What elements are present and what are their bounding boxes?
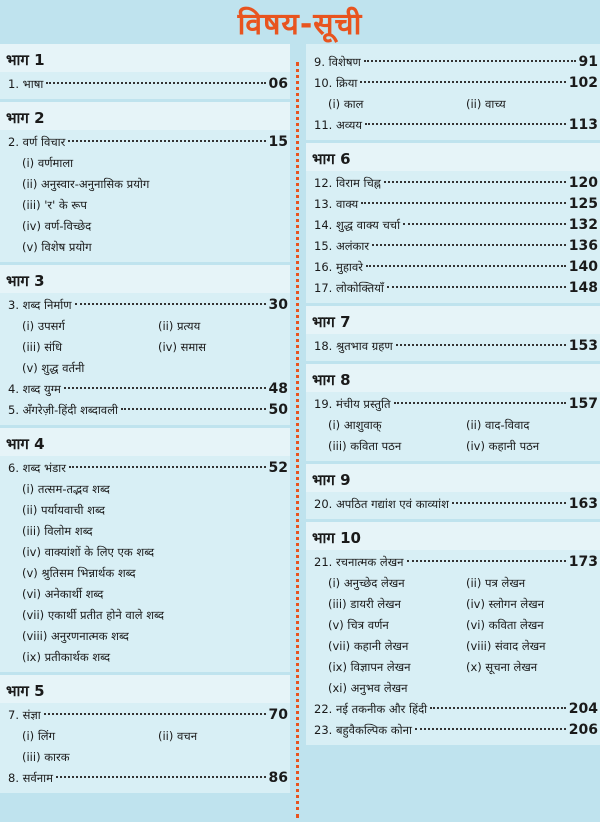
page-number: 148	[568, 280, 598, 296]
dot-leader	[365, 123, 566, 125]
page-number: 136	[568, 238, 598, 254]
dot-leader	[452, 502, 566, 504]
entry-title: 8. सर्वनाम	[8, 771, 54, 785]
subtopic: (iii) 'र' के रूप	[22, 198, 87, 212]
dot-leader	[407, 560, 566, 562]
dot-leader	[44, 713, 266, 715]
page-number: 157	[568, 396, 598, 412]
subtopic: (iii) डायरी लेखन	[328, 597, 401, 611]
toc-section	[306, 364, 600, 464]
page-number: 86	[268, 770, 288, 786]
subtopic: (vii) एकार्थी प्रतीत होने वाले शब्द	[22, 608, 164, 622]
section-heading: भाग 1	[0, 44, 290, 72]
dot-leader	[430, 707, 566, 709]
subtopic: (vii) कहानी लेखन	[328, 639, 409, 653]
dot-leader	[46, 82, 265, 84]
subtopic: (i) लिंग	[22, 729, 56, 743]
section-entries	[306, 171, 600, 303]
section-entries	[0, 703, 290, 793]
subtopic: (viii) संवाद लेखन	[466, 639, 546, 653]
page-number: 132	[568, 217, 598, 233]
subtopic: (iii) विलोम शब्द	[22, 524, 93, 538]
page-number: 173	[568, 554, 598, 570]
toc-section	[306, 464, 600, 522]
dot-leader	[361, 202, 566, 204]
toc-entry[interactable]	[314, 215, 600, 236]
section-entries	[0, 456, 290, 672]
subtopic: (i) उपसर्ग	[22, 319, 65, 333]
section-heading: भाग 10	[306, 522, 600, 550]
dot-leader	[360, 81, 565, 83]
subtopic: (i) अनुच्छेद लेखन	[328, 576, 405, 590]
subtopic-grid	[314, 573, 600, 699]
subtopic: (iv) स्लोगन लेखन	[466, 597, 544, 611]
page-number: 70	[268, 707, 288, 723]
subtopic: (ii) पत्र लेखन	[466, 576, 526, 590]
subtopic: (i) काल	[328, 97, 364, 111]
toc-entry[interactable]	[8, 295, 290, 316]
toc-entry[interactable]	[314, 699, 600, 720]
toc-entry[interactable]	[314, 494, 600, 515]
subtopic-grid	[314, 94, 600, 115]
page-number: 48	[268, 381, 288, 397]
subtopic: (ii) पर्यायवाची शब्द	[22, 503, 105, 517]
entry-title: 5. अँगरेज़ी-हिंदी शब्दावली	[8, 403, 118, 417]
entry-title: 19. मंचीय प्रस्तुति	[314, 397, 391, 411]
subtopic: (v) श्रुतिसम भिन्नार्थक शब्द	[22, 566, 136, 580]
dot-leader	[69, 466, 266, 468]
toc-section	[0, 44, 290, 102]
toc-entry[interactable]	[8, 458, 290, 479]
section-heading: भाग 3	[0, 265, 290, 293]
subtopic: (iii) संधि	[22, 340, 63, 354]
page-number: 113	[568, 117, 598, 133]
subtopic: (x) सूचना लेखन	[466, 660, 538, 674]
toc-entry[interactable]	[8, 74, 290, 95]
page-title: विषय-सूची	[237, 7, 363, 42]
page-number: 120	[568, 175, 598, 191]
toc-entry[interactable]	[314, 52, 600, 73]
entry-title: 12. विराम चिह्न	[314, 176, 381, 190]
subtopic: (viii) अनुरणनात्मक शब्द	[22, 629, 129, 643]
toc-section	[306, 44, 600, 143]
dot-leader	[384, 181, 566, 183]
section-heading: भाग 7	[306, 306, 600, 334]
toc-entry[interactable]	[314, 115, 600, 136]
entry-title: 10. क्रिया	[314, 76, 358, 90]
page-number: 50	[268, 402, 288, 418]
toc-entry[interactable]	[314, 278, 600, 299]
toc-entry[interactable]	[8, 132, 290, 153]
page-number: 102	[568, 75, 598, 91]
subtopic-grid	[314, 415, 600, 457]
page-number: 06	[268, 76, 288, 92]
dot-leader	[403, 223, 566, 225]
toc-section	[306, 306, 600, 364]
entry-title: 16. मुहावरे	[314, 260, 364, 274]
section-entries	[306, 44, 600, 140]
entry-title: 2. वर्ण विचार	[8, 135, 66, 149]
entry-title: 18. श्रुतभाव ग्रहण	[314, 339, 393, 353]
subtopic: (i) तत्सम-तद्भव शब्द	[22, 482, 110, 496]
dot-leader	[56, 776, 265, 778]
dot-leader	[68, 140, 265, 142]
subtopic: (ix) प्रतीकार्थक शब्द	[22, 650, 111, 664]
subtopic: (iv) वर्ण-विच्छेद	[22, 219, 92, 233]
entry-title: 13. वाक्य	[314, 197, 359, 211]
subtopic: (ii) अनुस्वार-अनुनासिक प्रयोग	[22, 177, 150, 191]
entry-title: 4. शब्द युग्म	[8, 382, 61, 396]
page-number: 163	[568, 496, 598, 512]
subtopic: (ii) प्रत्यय	[158, 319, 201, 333]
dot-leader	[396, 344, 566, 346]
entry-title: 11. अव्यय	[314, 118, 363, 132]
subtopic: (vi) अनेकार्थी शब्द	[22, 587, 104, 601]
toc-section	[0, 102, 290, 265]
entry-title: 1. भाषा	[8, 77, 44, 91]
toc-entry[interactable]	[314, 552, 600, 573]
dot-leader	[387, 286, 566, 288]
entry-title: 7. संज्ञा	[8, 708, 41, 722]
entry-title: 21. रचनात्मक लेखन	[314, 555, 404, 569]
dot-leader	[75, 303, 266, 305]
dot-leader	[394, 402, 566, 404]
entry-title: 23. बहुवैकल्पिक कोना	[314, 723, 412, 737]
page-number: 140	[568, 259, 598, 275]
toc-entry[interactable]	[8, 768, 290, 789]
dot-leader	[121, 408, 266, 410]
subtopic: (ii) वाद-विवाद	[466, 418, 530, 432]
entry-title: 22. नई तकनीक और हिंदी	[314, 702, 428, 716]
section-heading: भाग 4	[0, 428, 290, 456]
entry-title: 9. विशेषण	[314, 55, 361, 69]
section-heading: भाग 9	[306, 464, 600, 492]
section-heading: भाग 5	[0, 675, 290, 703]
toc-section	[306, 522, 600, 748]
toc-section	[0, 265, 290, 428]
entry-title: 15. अलंकार	[314, 239, 370, 253]
dot-leader	[364, 60, 576, 62]
dot-leader	[366, 265, 566, 267]
toc-entry[interactable]	[314, 257, 600, 278]
toc-section	[0, 428, 290, 675]
toc-entry[interactable]	[314, 236, 600, 257]
toc-entry[interactable]	[314, 73, 600, 94]
section-heading: भाग 6	[306, 143, 600, 171]
subtopic: (ix) विज्ञापन लेखन	[328, 660, 411, 674]
dot-leader	[372, 244, 566, 246]
subtopic: (vi) कविता लेखन	[466, 618, 544, 632]
entry-title: 20. अपठित गद्यांश एवं काव्यांश	[314, 497, 449, 511]
page-number: 206	[568, 722, 598, 738]
section-heading: भाग 8	[306, 364, 600, 392]
toc-entry[interactable]	[314, 336, 600, 357]
dot-leader	[64, 387, 266, 389]
toc-section	[306, 143, 600, 306]
section-entries	[306, 392, 600, 461]
subtopic: (v) शुद्ध वर्तनी	[22, 361, 85, 375]
toc-entry[interactable]	[8, 400, 290, 421]
subtopic: (iii) कारक	[22, 750, 70, 764]
subtopic: (iii) कविता पठन	[328, 439, 402, 453]
subtopic: (i) वर्णमाला	[22, 156, 74, 170]
entry-title: 14. शुद्ध वाक्य चर्चा	[314, 218, 401, 232]
subtopic: (iv) वाक्यांशों के लिए एक शब्द	[22, 545, 155, 559]
section-entries	[0, 130, 290, 262]
toc-entry[interactable]	[8, 379, 290, 400]
page-number: 30	[268, 297, 288, 313]
section-heading: भाग 2	[0, 102, 290, 130]
page-number: 125	[568, 196, 598, 212]
toc-section	[0, 675, 290, 796]
toc-entry[interactable]	[314, 720, 600, 741]
subtopic: (xi) अनुभव लेखन	[328, 681, 408, 695]
entry-title: 17. लोकोक्तियाँ	[314, 281, 384, 295]
page-number: 153	[568, 338, 598, 354]
dot-leader	[415, 728, 566, 730]
entry-title: 6. शब्द भंडार	[8, 461, 66, 475]
subtopic: (i) आशुवाक्	[328, 418, 382, 432]
section-entries	[0, 72, 290, 99]
page-number: 52	[268, 460, 288, 476]
section-entries	[306, 334, 600, 361]
entry-title: 3. शब्द निर्माण	[8, 298, 72, 312]
subtopic-grid	[8, 316, 290, 379]
subtopic: (iv) कहानी पठन	[466, 439, 540, 453]
subtopic: (ii) वाच्य	[466, 97, 506, 111]
subtopic: (iv) समास	[158, 340, 207, 354]
subtopic: (v) विशेष प्रयोग	[22, 240, 92, 254]
subtopic: (ii) वचन	[158, 729, 198, 743]
subtopic-list	[8, 153, 290, 258]
page-number: 15	[268, 134, 288, 150]
subtopic: (v) चित्र वर्णन	[328, 618, 389, 632]
subtopic-list	[8, 479, 290, 668]
toc-entry[interactable]	[314, 173, 600, 194]
toc-right-column	[306, 44, 600, 822]
section-entries	[0, 293, 290, 425]
section-entries	[306, 550, 600, 745]
column-divider	[296, 62, 299, 818]
page-number: 204	[568, 701, 598, 717]
section-entries	[306, 492, 600, 519]
subtopic-grid	[8, 726, 290, 768]
toc-left-column	[0, 44, 290, 822]
toc-entry[interactable]	[314, 394, 600, 415]
toc-entry[interactable]	[314, 194, 600, 215]
page-number: 91	[578, 54, 598, 70]
toc-entry[interactable]	[8, 705, 290, 726]
